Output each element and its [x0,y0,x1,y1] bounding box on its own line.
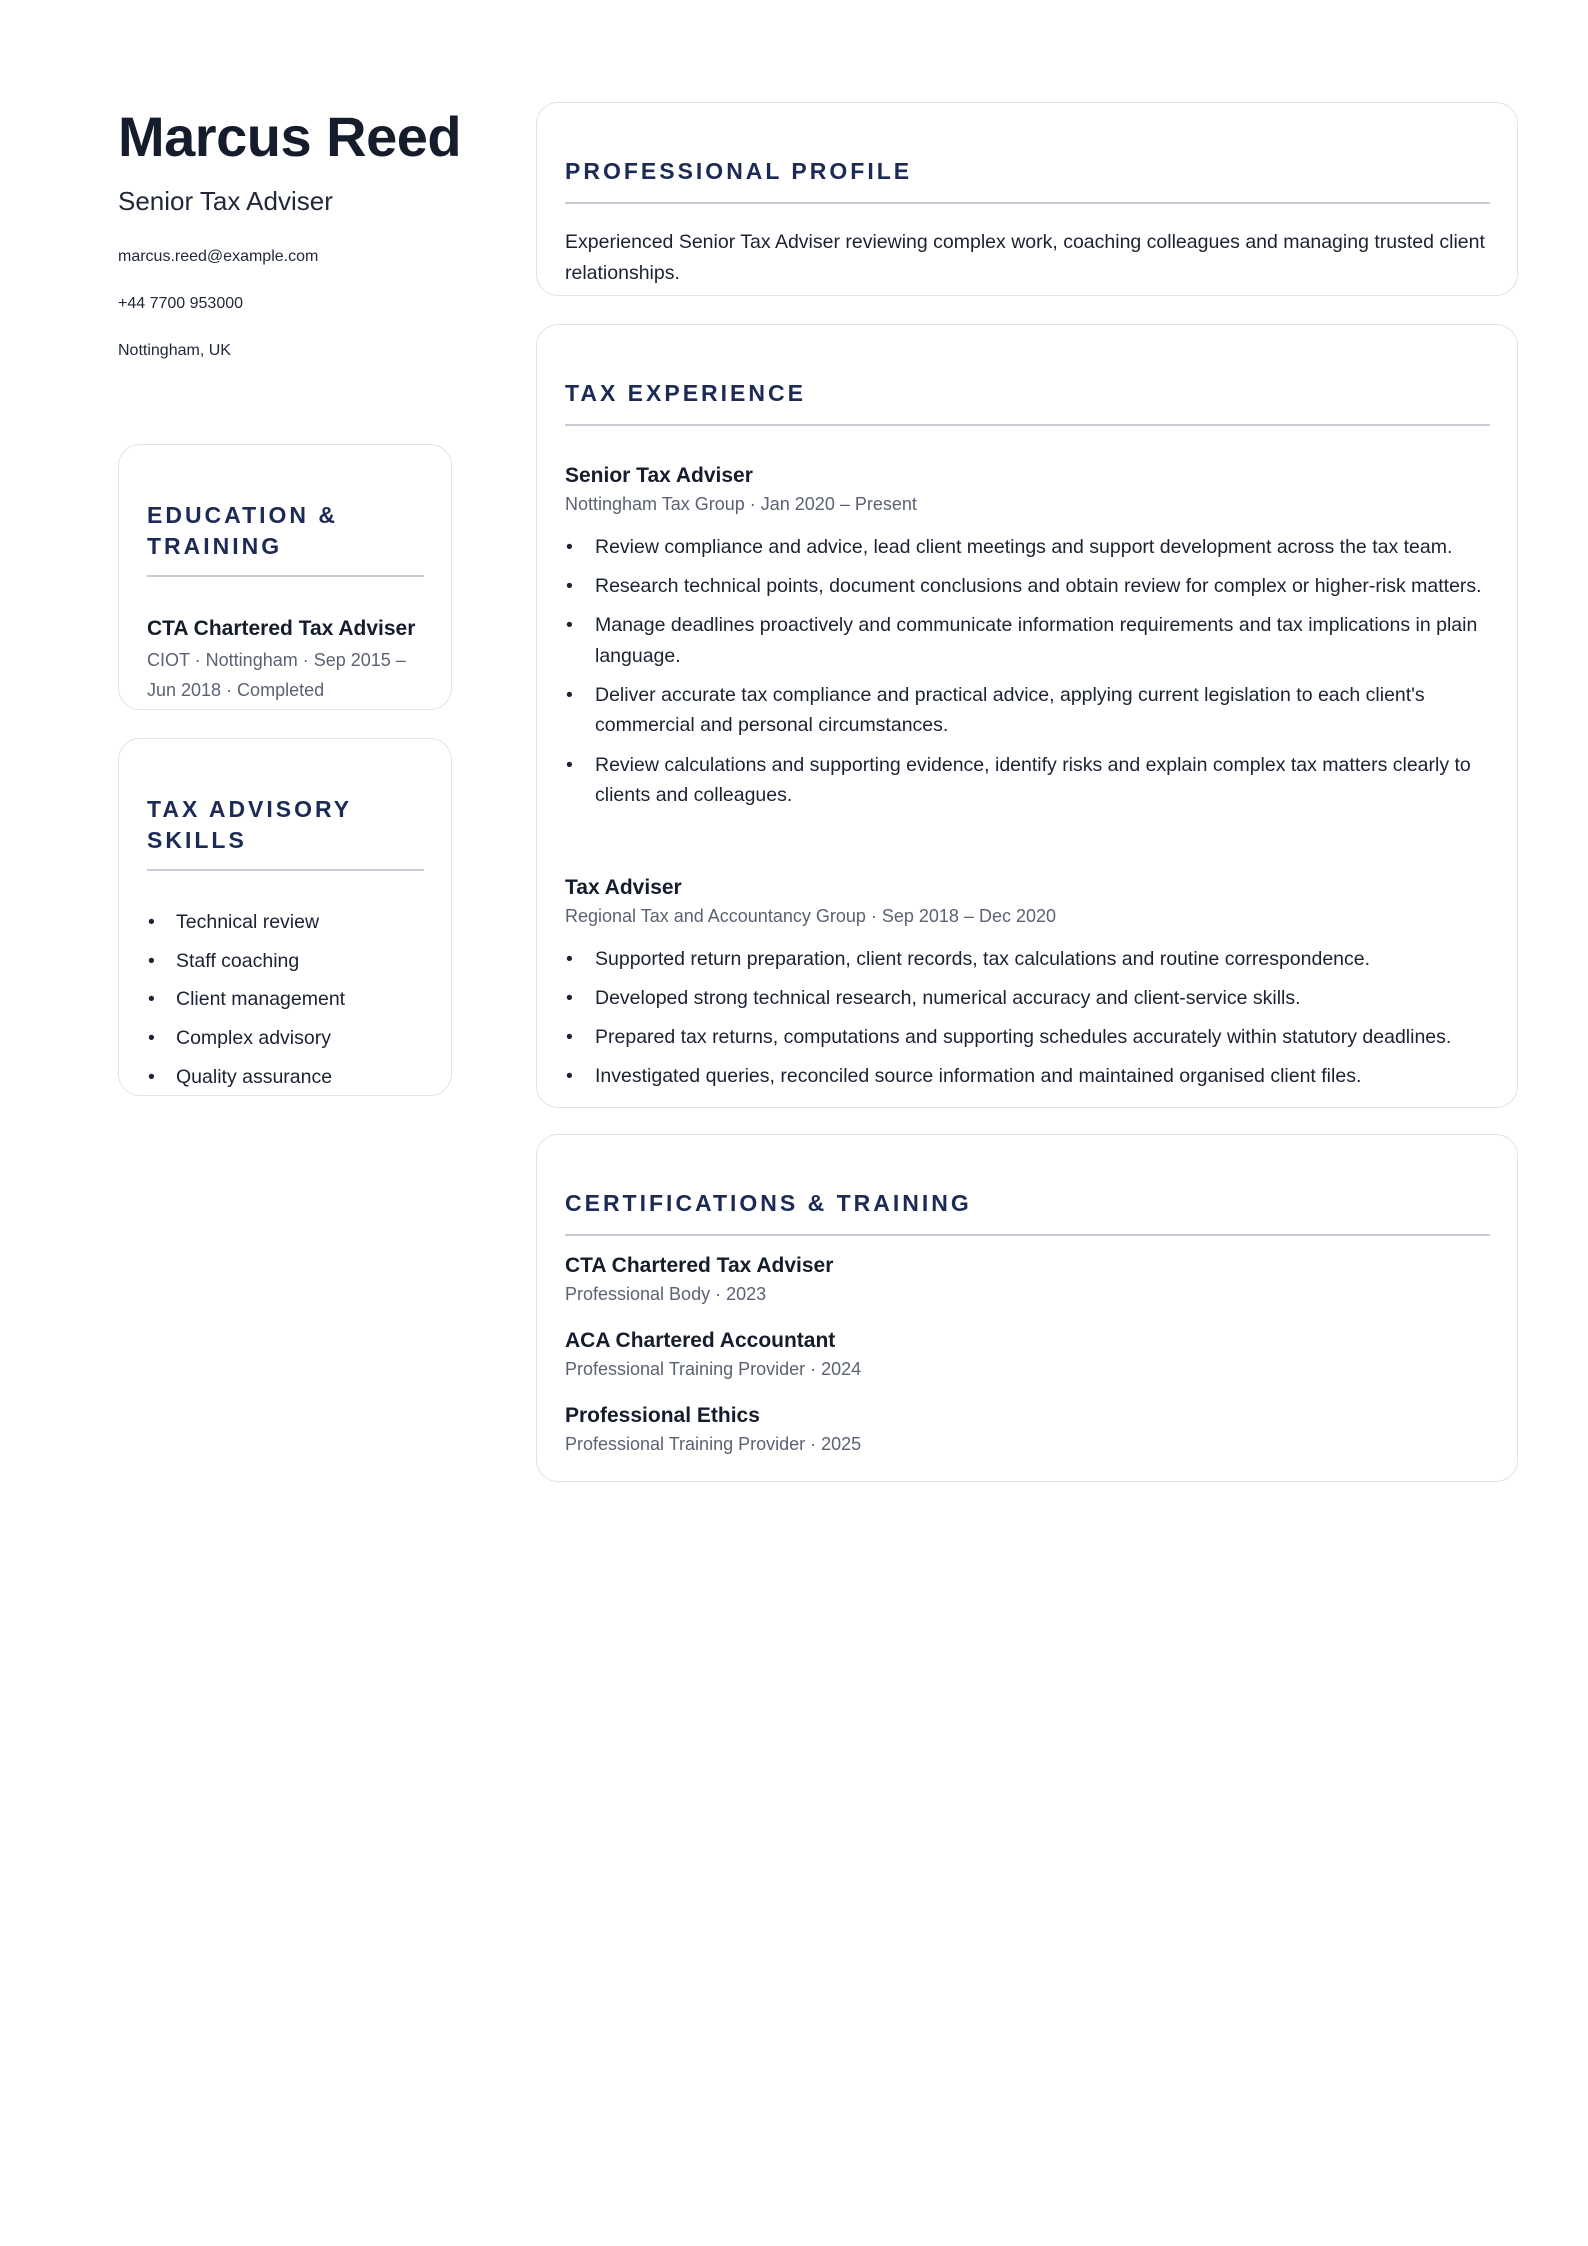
contact-email[interactable]: marcus.reed@example.com [118,248,319,265]
certification-title: Professional Ethics [565,1404,760,1427]
job-role: Tax Adviser [565,876,682,899]
job-meta: Nottingham Tax Group · Jan 2020 – Present [565,494,917,514]
job-bullets [565,532,1495,811]
job-bullet: • Supported return preparation, client records, tax calculations and routine correspondence. [565,944,1495,975]
job-bullet: • Developed strong technical research, numerical accuracy and client-service skills. [565,983,1495,1014]
certification-item [565,1327,1465,1383]
skill-item: • Complex advisory [147,1019,345,1058]
job-bullet: • Review calculations and supporting evidence, identify risks and explain complex tax matters clearly to clients and colleagues. [565,750,1495,811]
job-role: Senior Tax Adviser [565,464,753,487]
education-item-title: CTA Chartered Tax Adviser [147,617,416,640]
contact-phone[interactable]: +44 7700 953000 [118,295,244,312]
education-heading: EDUCATION & TRAINING [147,502,339,559]
job-bullet: • Deliver accurate tax compliance and practical advice, applying current legislation to each client's commercial and personal circumstances. [565,680,1495,741]
skills-heading: TAX ADVISORY SKILLS [147,796,352,853]
skill-item: • Quality assurance [147,1058,345,1097]
job-bullet: • Manage deadlines proactively and communicate information requirements and tax implications in plain language. [565,610,1495,671]
profile-heading: PROFESSIONAL PROFILE [565,158,913,184]
certification-item [565,1402,1465,1458]
certification-title: ACA Chartered Accountant [565,1329,836,1352]
experience-card [536,324,1518,1108]
skills-card [118,738,452,1096]
certification-item [565,1252,1465,1308]
contact-location: Nottingham, UK [118,342,231,359]
section-divider [565,202,1490,204]
skill-item: • Technical review [147,903,345,942]
job-meta: Regional Tax and Accountancy Group · Sep 2018 – Dec 2020 [565,906,1057,926]
certifications-card [536,1134,1518,1482]
section-divider [147,575,424,577]
job-entry [565,462,1495,819]
job-bullet: • Prepared tax returns, computations and supporting schedules accurately within statutory deadlines. [565,1022,1495,1053]
candidate-name: Marcus Reed [118,105,462,168]
certification-title: CTA Chartered Tax Adviser [565,1254,834,1277]
section-divider [565,424,1490,426]
education-card [118,444,452,710]
section-divider [565,1234,1490,1236]
skills-list [147,903,345,1097]
job-bullet: • Investigated queries, reconciled source information and maintained organised client files. [565,1061,1495,1092]
profile-card [536,102,1518,296]
job-entry [565,874,1495,1100]
job-bullet: • Review compliance and advice, lead client meetings and support development across the tax team. [565,532,1495,563]
education-item-meta: CIOT · Nottingham · Sep 2015 – Jun 2018 · Completed [147,650,406,700]
candidate-title: Senior Tax Adviser [118,186,333,216]
skill-item: • Staff coaching [147,942,345,981]
profile-summary: Experienced Senior Tax Adviser reviewing complex work, coaching colleagues and managing trusted client relationships. [565,231,1485,284]
job-bullets [565,944,1495,1092]
experience-heading: TAX EXPERIENCE [565,380,806,406]
skill-item: • Client management [147,980,345,1019]
certifications-heading: CERTIFICATIONS & TRAINING [565,1190,972,1216]
certification-meta: Professional Training Provider · 2024 [565,1359,862,1379]
certification-meta: Professional Training Provider · 2025 [565,1434,862,1454]
certification-meta: Professional Body · 2023 [565,1284,767,1304]
job-bullet: • Research technical points, document conclusions and obtain review for complex or higher-risk matters. [565,571,1495,602]
section-divider [147,869,424,871]
